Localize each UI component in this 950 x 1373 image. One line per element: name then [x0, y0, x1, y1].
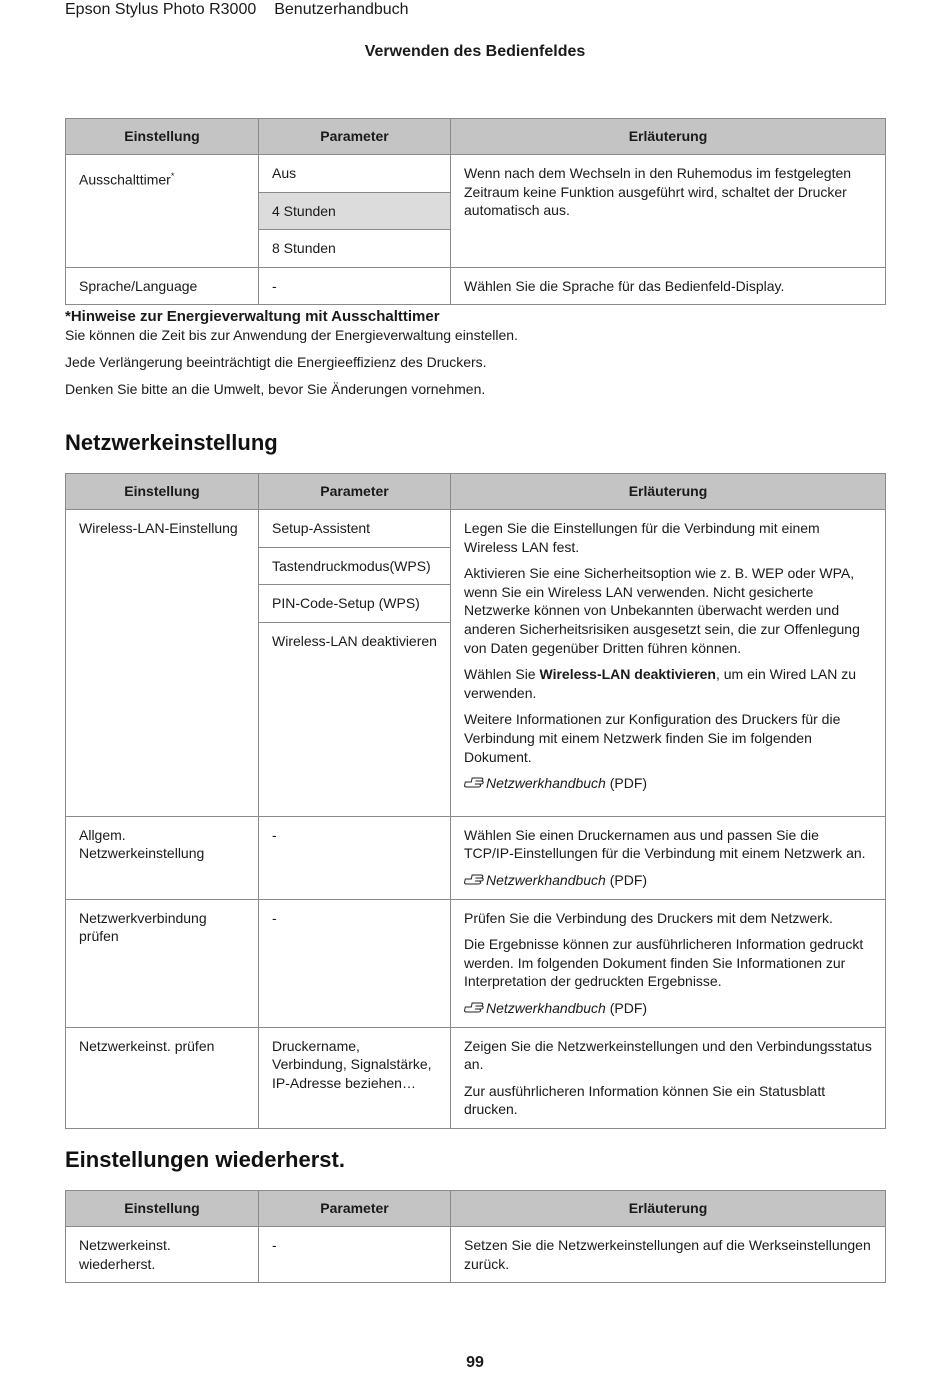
param-cell: Setup-Assistent: [259, 510, 451, 548]
setting-cell: Netzwerkeinst. prüfen: [66, 1027, 259, 1128]
footnote-line: Sie können die Zeit bis zur Anwendung der Energieverwaltung einstellen.: [65, 327, 518, 343]
param-cell: Druckername, Verbindung, Signalstärke, IP-Adresse beziehen…: [259, 1027, 451, 1128]
explanation-cell: [451, 510, 886, 817]
text-run: , um ein Wired LAN zu verwenden.: [464, 666, 857, 701]
setting-cell: Sprache/Language: [66, 267, 259, 305]
power-settings-table: [65, 118, 886, 305]
manual-link[interactable]: Netzwerkhandbuch: [486, 775, 606, 792]
footnote-block: [65, 308, 885, 398]
explanation-paragraph: [464, 665, 872, 702]
setting-cell: Allgem. Netzwerkeinstellung: [66, 816, 259, 899]
table-row: [66, 899, 886, 1027]
explanation-paragraph: Legen Sie die Einstellungen für die Verbindung mit einem Wireless LAN fest.: [464, 520, 820, 555]
text-run: (PDF): [605, 775, 648, 792]
manual-link[interactable]: Netzwerkhandbuch: [486, 871, 606, 888]
restore-settings-table: [65, 1190, 886, 1283]
footnote-line: Denken Sie bitte an die Umwelt, bevor Sie Änderungen vornehmen.: [65, 381, 486, 397]
table-row: [66, 267, 886, 305]
pointing-hand-icon: [464, 999, 486, 1018]
footnote-title: *Hinweise zur Energieverwaltung mit Ausschalttimer: [65, 308, 440, 325]
param-cell: -: [259, 267, 451, 305]
explanation-paragraph: Zeigen Sie die Netzwerkeinstellungen und den Verbindungsstatus an.: [464, 1037, 872, 1073]
setting-cell: Wireless-LAN-Einstellung: [66, 510, 259, 817]
table-header-row: [66, 119, 886, 155]
page-number: 99: [466, 1354, 484, 1371]
explanation-cell: Setzen Sie die Netzwerkeinstellungen auf die Werkseinstellungen zurück.: [451, 1227, 886, 1283]
running-header: [65, 0, 409, 20]
explanation-cell: Wenn nach dem Wechseln in den Ruhemodus im festgelegten Zeitraum keine Funktion ausgeführt wird, schaltet der Drucker automatisch aus.: [451, 155, 886, 268]
pointing-hand-icon: [464, 774, 486, 793]
param-cell: -: [259, 1227, 451, 1283]
explanation-cell: [451, 899, 886, 1027]
col-setting: Einstellung: [66, 119, 259, 155]
setting-cell: Netzwerkverbindung prüfen: [66, 899, 259, 1027]
setting-cell: Netzwerkeinst. wiederherst.: [66, 1227, 259, 1283]
table-header-row: [66, 1191, 886, 1227]
col-explanation: Erläuterung: [451, 1191, 886, 1227]
param-cell: -: [259, 816, 451, 899]
manual-reference[interactable]: [464, 774, 872, 793]
bold-term: Wireless-LAN deaktivieren: [539, 666, 716, 683]
text-run: (PDF): [605, 871, 648, 888]
network-settings-table: [65, 473, 886, 1129]
manual-reference[interactable]: [464, 871, 872, 890]
explanation-cell: Wählen Sie die Sprache für das Bedienfeld-Display.: [451, 267, 886, 305]
explanation-cell: [451, 1027, 886, 1128]
param-cell: Aus: [259, 155, 451, 193]
col-setting: Einstellung: [66, 474, 259, 510]
explanation-paragraph: Zur ausführlicheren Information können Sie ein Statusblatt drucken.: [464, 1082, 826, 1118]
col-explanation: Erläuterung: [451, 474, 886, 510]
explanation-paragraph: Weitere Informationen zur Konfiguration des Druckers für die Verbindung mit einem Netzwerk finden Sie im folgenden Dokument.: [464, 711, 841, 765]
text-run: (PDF): [605, 999, 648, 1016]
col-parameter: Parameter: [259, 474, 451, 510]
param-cell: 8 Stunden: [259, 230, 451, 268]
explanation-paragraph: Aktivieren Sie eine Sicherheitsoption wie z. B. WEP oder WPA, wenn Sie ein Wireless LAN verwenden. Nicht gesicherte Netzwerke können von Unbekannten überwacht werden und anderen Sicherheitsrisiken ausgesetzt sein, die zur Offenlegung von Daten gegenüber Dritten führen können.: [464, 565, 860, 656]
col-setting: Einstellung: [66, 1191, 259, 1227]
explanation-paragraph: Wählen Sie einen Druckernamen aus und passen Sie die TCP/IP-Einstellungen für die Verbindung mit einem Netzwerk an.: [464, 826, 866, 862]
section-title: Verwenden des Bedienfeldes: [364, 43, 586, 60]
footnote-line: Jede Verlängerung beeinträchtigt die Energieeffizienz des Druckers.: [65, 354, 487, 370]
param-cell-selected: 4 Stunden: [259, 192, 451, 230]
table-row: [66, 1027, 886, 1128]
explanation-paragraph: Die Ergebnisse können zur ausführlicheren Information gedruckt werden. Im folgenden Dokument finden Sie Informationen zur Interpretation der gedruckten Ergebnisse.: [464, 936, 864, 990]
setting-name: Ausschalttimer: [79, 171, 171, 188]
table-row: [66, 510, 886, 548]
setting-cell: [66, 155, 259, 268]
product-name: Epson Stylus Photo R3000: [65, 1, 257, 18]
document-name: Benutzerhandbuch: [274, 1, 409, 18]
param-cell: Tastendruckmodus(WPS): [259, 547, 451, 585]
restore-heading: Einstellungen wiederherst.: [65, 1147, 345, 1172]
network-heading: Netzwerkeinstellung: [65, 430, 278, 455]
col-parameter: Parameter: [259, 1191, 451, 1227]
param-cell: Wireless-LAN deaktivieren: [259, 622, 451, 816]
manual-reference[interactable]: [464, 999, 872, 1018]
footnote-mark: *: [170, 171, 175, 181]
table-header-row: [66, 474, 886, 510]
explanation-cell: [451, 816, 886, 899]
explanation-paragraph: Prüfen Sie die Verbindung des Druckers mit dem Netzwerk.: [464, 909, 833, 926]
table-row: [66, 1227, 886, 1283]
param-cell: PIN-Code-Setup (WPS): [259, 585, 451, 623]
text-run: Wählen Sie: [464, 666, 540, 683]
table-row: [66, 155, 886, 193]
col-parameter: Parameter: [259, 119, 451, 155]
col-explanation: Erläuterung: [451, 119, 886, 155]
manual-link[interactable]: Netzwerkhandbuch: [486, 999, 606, 1016]
pointing-hand-icon: [464, 871, 486, 890]
param-cell: -: [259, 899, 451, 1027]
table-row: [66, 816, 886, 899]
